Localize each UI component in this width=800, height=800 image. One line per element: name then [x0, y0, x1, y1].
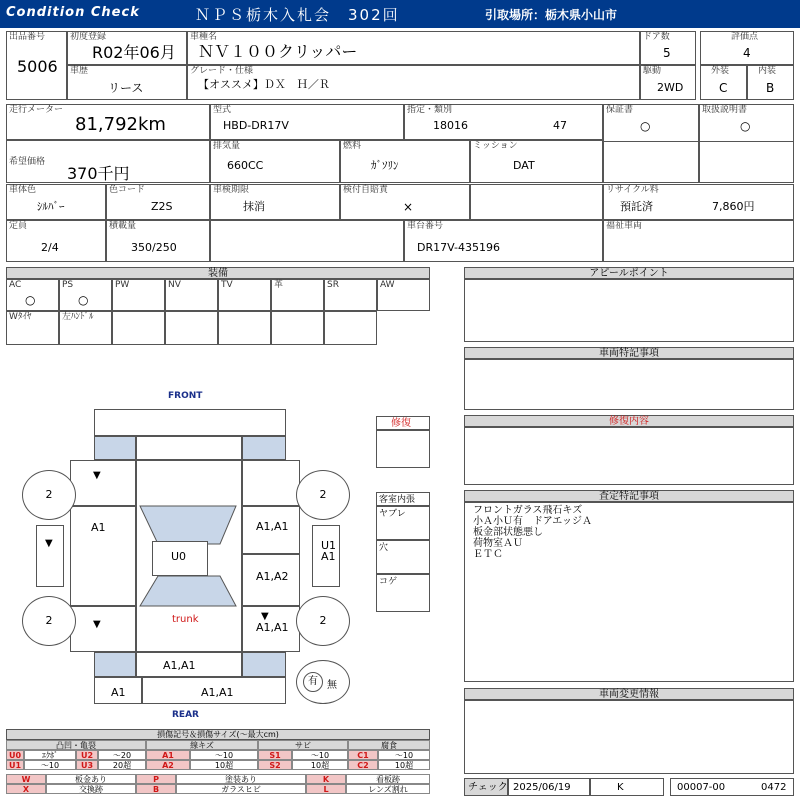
legend-cell: U0: [6, 750, 24, 760]
check-code: K: [617, 782, 624, 793]
model-name-label: 車種名: [190, 32, 218, 42]
drive-cell: [640, 65, 696, 100]
tire-front-left: [22, 470, 76, 520]
cabin-item-tear: [376, 506, 430, 540]
right-mirror: [312, 525, 340, 587]
appeal-title: アピールポイント: [464, 267, 794, 279]
left-front-door-damage: A1: [91, 521, 106, 534]
equipment-item-label: 左ﾊﾝﾄﾞﾙ: [62, 312, 94, 322]
lot-number-value: 5006: [17, 57, 58, 76]
legend-cell: ｴｸﾎﾞ: [24, 750, 76, 760]
legend-cell: ガラスヒビ: [176, 784, 306, 794]
left-rear-fender: [70, 606, 136, 652]
rear-right-corner: [242, 652, 286, 677]
rear-bumper-right: [142, 677, 286, 704]
doors-value: 5: [663, 46, 671, 60]
legend-cell: ～10: [292, 750, 348, 760]
tire-rear-left-value: 2: [45, 614, 53, 627]
header-pickup-location: 引取場所：栃木県小山市: [485, 8, 618, 22]
cabin-item-label: 穴: [379, 543, 389, 553]
legend-title: 損傷記号＆損傷サイズ(～最大cm): [6, 729, 430, 740]
first-registration-label: 初度登録: [70, 32, 107, 42]
cabin-item-hole: [376, 540, 430, 574]
chassis-value: DR17V-435196: [417, 241, 500, 254]
right-mirror-damage-2: A1: [321, 550, 336, 563]
desired-price-label: 希望価格: [9, 157, 46, 167]
capacity-value: 2/4: [41, 241, 59, 254]
header-bar: [0, 0, 800, 28]
repair-box: [376, 430, 430, 468]
left-mirror: [36, 525, 64, 587]
grade-value: 【オススメ】ＤＸ Ｈ／Ｒ: [198, 78, 330, 91]
legend-cell: A1: [146, 750, 190, 760]
tire-rear-left: [22, 596, 76, 646]
equipment-item: [165, 311, 218, 345]
designation-cell: [404, 104, 603, 140]
cabin-item-label: ヤブレ: [379, 509, 406, 519]
warranty-cell: [603, 104, 699, 183]
transmission-cell: [470, 140, 603, 183]
legend-cell: U1: [6, 760, 24, 770]
first-registration-cell: [67, 31, 187, 65]
interior-cell: [747, 65, 794, 100]
equipment-item: [6, 311, 59, 345]
legend-cell: C2: [348, 760, 378, 770]
first-registration-value: R02年06月: [92, 43, 176, 62]
displacement-value: 660CC: [227, 159, 264, 172]
legend-cell: K: [306, 774, 346, 784]
capacity-label: 定員: [9, 221, 28, 231]
displacement-label: 排気量: [213, 141, 241, 151]
load-value: 350/250: [131, 241, 177, 254]
legend-cell: ～10: [24, 760, 76, 770]
legend-header: サビ: [258, 740, 348, 750]
legend-cell: U2: [76, 750, 98, 760]
exterior-cell: [700, 65, 747, 100]
body-color-label: 車体色: [9, 185, 37, 195]
hood: [136, 436, 242, 460]
roof-panel: [152, 541, 208, 576]
mirror-marker-icon: ▼: [45, 538, 53, 549]
history-label: 車歴: [70, 66, 89, 76]
left-front-fender: [70, 460, 136, 506]
rear-gate-damage: A1,A1: [163, 659, 196, 672]
inspector-note: ＥＴＣ: [473, 549, 503, 560]
legend-cell: 塗装あり: [176, 774, 306, 784]
appeal-box: [464, 279, 794, 342]
desired-price-value: 370千円: [67, 164, 130, 183]
legend-cell: ～20: [98, 750, 146, 760]
model-code-value: HBD-DR17V: [223, 119, 289, 132]
right-rear-door: [242, 554, 300, 606]
left-front-door: [70, 506, 136, 606]
inspection-value: 抹消: [243, 200, 265, 213]
tire-front-right: [296, 470, 350, 520]
front-right-fender-top: [242, 436, 286, 460]
legend-cell: A2: [146, 760, 190, 770]
right-rear-door-damage: A1,A2: [256, 570, 289, 583]
score-value: 4: [743, 46, 751, 60]
cabin-title: 客室内張: [379, 495, 416, 505]
capacity-cell: [6, 220, 106, 262]
inspector-notes-box: [464, 502, 794, 682]
designation-value: 18016: [433, 119, 468, 132]
equipment-item-value: ○: [25, 293, 36, 307]
trunk-label: trunk: [172, 614, 199, 625]
model-name-cell: [187, 31, 640, 65]
legend-cell: 10超: [292, 760, 348, 770]
equipment-item-value: ○: [78, 293, 89, 307]
class-value: 47: [553, 119, 567, 132]
fuel-label: 燃料: [343, 141, 362, 151]
inspection-label: 車検期限: [213, 185, 250, 195]
doors-cell: [640, 31, 696, 65]
interior-value: B: [766, 81, 775, 95]
legend-cell: X: [6, 784, 46, 794]
equipment-item-label: NV: [168, 280, 181, 290]
equipment-item-label: AW: [380, 280, 395, 290]
drive-value: 2WD: [657, 81, 684, 94]
insurance-value: ×: [403, 200, 414, 214]
legend-header: 腐食: [348, 740, 430, 750]
grade-cell: [187, 65, 640, 100]
check-label-cell: [464, 778, 508, 796]
legend-cell: S2: [258, 760, 292, 770]
mileage-value: 81,792km: [75, 114, 166, 135]
insurance-cell: [340, 184, 470, 220]
displacement-cell: [210, 140, 340, 183]
special-notes-title: 車両特記事項: [464, 347, 794, 359]
legend-cell: L: [306, 784, 346, 794]
equipment-title: 装備: [6, 267, 430, 279]
inspector-note: フロントガラス飛石キズ: [473, 505, 583, 516]
welfare-cell: [603, 220, 794, 262]
score-cell: [700, 31, 794, 65]
check-id: 0472: [761, 782, 787, 793]
rear-bumper-left: [94, 677, 142, 704]
equipment-item-label: PS: [62, 280, 74, 290]
rear-gate: [136, 652, 242, 677]
exterior-value: C: [719, 81, 728, 95]
header-title-left: Condition Check: [6, 5, 140, 20]
grade-label: グレード・仕様: [190, 66, 254, 76]
chassis-cell: [404, 220, 603, 262]
mileage-cell: [6, 104, 210, 140]
cabin-item-label: コゲ: [379, 577, 398, 587]
tyre-marker-icon: ▼: [93, 470, 101, 481]
legend-cell: 10超: [378, 760, 430, 770]
warranty-label: 保証書: [606, 105, 634, 115]
tire-front-right-value: 2: [319, 488, 327, 501]
legend-header: 凸凹・亀裂: [6, 740, 146, 750]
equipment-item: [271, 311, 324, 345]
equipment-item-label: 革: [274, 280, 284, 290]
check-number-cell: [670, 778, 794, 796]
front-left-fender-top: [94, 436, 136, 460]
right-front-door-damage: A1,A1: [256, 520, 289, 533]
lot-number-label: 出品番号: [9, 32, 46, 42]
insurance-label: 検付自賠責: [343, 185, 389, 195]
repair-title-cell: [376, 416, 430, 430]
equipment-item-label: Wﾀｲﾔ: [9, 312, 32, 322]
color-code-cell: [106, 184, 210, 220]
spare-tire-present: 有: [303, 672, 323, 692]
rear-label: REAR: [172, 710, 199, 720]
chassis-label: 車台番号: [407, 221, 444, 231]
legend-cell: 交換跡: [46, 784, 136, 794]
legend-cell: P: [136, 774, 176, 784]
doors-label: ドア数: [643, 32, 670, 42]
check-date-cell: [508, 778, 590, 796]
rear-left-corner: [94, 652, 136, 677]
legend-cell: W: [6, 774, 46, 784]
drive-label: 駆動: [643, 66, 662, 76]
legend-cell: 10超: [190, 760, 258, 770]
blank-cell-2: [210, 220, 404, 262]
special-notes-box: [464, 359, 794, 410]
legend-cell: レンズ割れ: [346, 784, 430, 794]
recycle-cell: [603, 184, 794, 220]
equipment-item: [6, 279, 59, 311]
legend-cell: S1: [258, 750, 292, 760]
legend-cell: 看板跡: [346, 774, 430, 784]
score-label: 評価点: [731, 32, 759, 42]
equipment-item-label: TV: [221, 280, 233, 290]
mileage-label: 走行メーター: [9, 105, 64, 115]
legend-cell: ～10: [190, 750, 258, 760]
lot-number-cell: [6, 31, 67, 100]
check-label: チェック: [468, 782, 508, 793]
interior-label: 内装: [758, 66, 777, 76]
color-code-label: 色コード: [109, 185, 146, 195]
body-color-cell: [6, 184, 106, 220]
repair-content-title: 修復内容: [464, 415, 794, 427]
inspector-note: 小Ａ小Ｕ有 ドアエッジＡ: [473, 516, 592, 527]
check-date: 2025/06/19: [513, 782, 571, 793]
load-label: 積載量: [109, 221, 137, 231]
roof-damage: U0: [171, 550, 187, 563]
change-info-box: [464, 700, 794, 774]
warranty-value: ○: [640, 119, 651, 133]
right-rear-fender: [242, 606, 300, 652]
fuel-cell: [340, 140, 470, 183]
equipment-item: [218, 311, 271, 345]
rear-bumper-left-damage: A1: [111, 686, 126, 699]
cabin-item-burn: [376, 574, 430, 612]
model-code-label: 型式: [213, 105, 232, 115]
equipment-item-label: SR: [327, 280, 339, 290]
check-number: 00007-00: [677, 782, 726, 793]
load-cell: [106, 220, 210, 262]
recycle-status: 預託済: [620, 200, 653, 213]
color-code-value: Z2S: [151, 200, 173, 213]
equipment-item: [165, 279, 218, 311]
manual-label: 取扱説明書: [702, 105, 748, 115]
equipment-item: [271, 279, 324, 311]
cabin-title-cell: [376, 492, 430, 506]
equipment-item: [112, 279, 165, 311]
equipment-item: [324, 311, 377, 345]
repair-content-box: [464, 427, 794, 485]
inspector-notes-title: 査定特記事項: [464, 490, 794, 502]
right-front-door: [242, 506, 300, 554]
manual-value: ○: [740, 119, 751, 133]
legend-cell: B: [136, 784, 176, 794]
recycle-label: リサイクル料: [606, 185, 659, 195]
inspector-note: 板金部状態悪し: [473, 527, 543, 538]
spare-tire-none: 無: [327, 680, 337, 691]
transmission-value: DAT: [513, 159, 535, 172]
equipment-item-label: AC: [9, 280, 22, 290]
legend-cell: U3: [76, 760, 98, 770]
tire-rear-right-value: 2: [319, 614, 327, 627]
repair-title: 修復: [391, 418, 411, 429]
fuel-value: ｶﾞｿﾘﾝ: [371, 159, 399, 172]
legend-cell: 20超: [98, 760, 146, 770]
right-mirror-damage-1: U1: [321, 539, 337, 552]
equipment-item: [59, 279, 112, 311]
inspection-cell: [210, 184, 340, 220]
spare-tire: [296, 660, 350, 704]
equipment-item: [112, 311, 165, 345]
model-name-value: ＮＶ１００クリッパー: [198, 42, 358, 61]
equipment-item-label: PW: [115, 280, 130, 290]
equipment-item: [324, 279, 377, 311]
change-info-title: 車両変更情報: [464, 688, 794, 700]
tire-front-left-value: 2: [45, 488, 53, 501]
blank-cell-1: [470, 184, 603, 220]
body-color-value: ｼﾙﾊﾞｰ: [37, 200, 65, 213]
designation-label: 指定・類別: [407, 105, 453, 115]
front-label: FRONT: [168, 391, 203, 401]
rear-bumper-right-damage: A1,A1: [201, 686, 234, 699]
model-code-cell: [210, 104, 404, 140]
recycle-amount: 7,860円: [712, 200, 755, 213]
history-value: リース: [108, 81, 144, 95]
tire-rear-right: [296, 596, 350, 646]
legend-cell: 板金あり: [46, 774, 136, 784]
transmission-label: ミッション: [473, 141, 518, 151]
exterior-label: 外装: [711, 66, 730, 76]
header-title-center: ＮＰＳ栃木入札会 302回: [195, 6, 400, 24]
legend-header: 線キズ: [146, 740, 258, 750]
right-front-fender: [242, 460, 300, 506]
equipment-item: [218, 279, 271, 311]
history-cell: [67, 65, 187, 100]
legend-cell: C1: [348, 750, 378, 760]
manual-cell: [699, 104, 794, 183]
desired-price-cell: [6, 140, 210, 183]
equipment-item: [59, 311, 112, 345]
right-rear-quarter-damage: A1,A1: [256, 621, 289, 634]
tyre-marker-icon: ▼: [93, 619, 101, 630]
check-code-cell: [590, 778, 664, 796]
equipment-item: [377, 279, 430, 311]
welfare-label: 福祉車両: [606, 221, 643, 231]
inspector-note: 荷物室ＡＵ: [473, 538, 523, 549]
front-bumper: [94, 409, 286, 436]
legend-cell: ～10: [378, 750, 430, 760]
tyre-marker-icon: ▼: [261, 611, 269, 622]
